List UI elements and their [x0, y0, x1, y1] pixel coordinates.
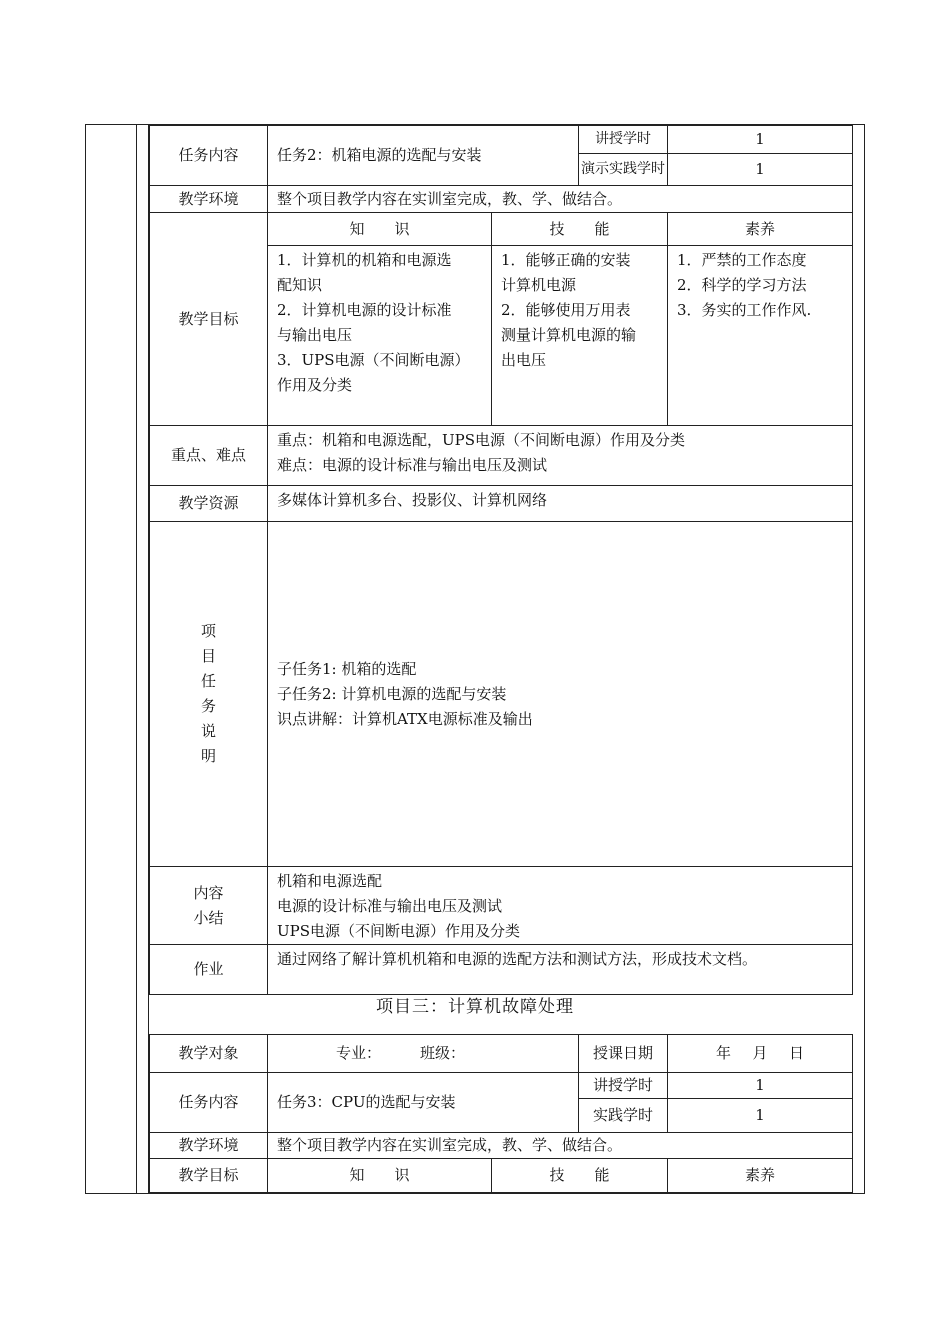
desc-label-char: 目	[200, 647, 216, 665]
quality-header: 素养	[668, 213, 853, 246]
practice-hours-label: 实践学时	[579, 1099, 668, 1133]
lecture-hours-label: 讲授学时	[579, 1073, 668, 1099]
lecture-hours-label: 讲授学时	[579, 126, 668, 154]
task-value: 任务3：CPU的选配与安装	[268, 1073, 579, 1133]
quality-cell	[668, 246, 853, 426]
skill-line: 出电压	[501, 351, 547, 369]
env-label: 教学环境	[150, 186, 268, 213]
lesson-table-2	[149, 1034, 853, 1193]
skill-line: 计算机电源	[501, 276, 577, 294]
knowledge-line: 3．UPS电源（不间断电源）	[277, 351, 470, 369]
homework-value: 通过网络了解计算机机箱和电源的选配方法和测试方法，形成技术文档。	[268, 945, 853, 995]
date-value: 年 月 日	[668, 1035, 853, 1073]
desc-label-char: 务	[200, 697, 216, 715]
quality-line: 1．严禁的工作态度	[677, 251, 807, 269]
knowledge-line: 1．计算机的机箱和电源选	[277, 251, 452, 269]
quality-header: 素养	[668, 1159, 853, 1193]
desc-line: 识点讲解：计算机ATX电源标准及输出	[277, 709, 533, 728]
task-description-label	[150, 522, 268, 867]
summary-line: 机箱和电源选配	[277, 872, 383, 890]
env-label: 教学环境	[150, 1133, 268, 1159]
frame-divider	[136, 124, 137, 1194]
knowledge-header: 知 识	[268, 213, 492, 246]
key-points-label: 重点、难点	[150, 426, 268, 486]
desc-label-char: 说	[200, 722, 216, 740]
desc-label-char: 明	[200, 747, 216, 765]
summary-label	[150, 867, 268, 945]
knowledge-cell	[268, 246, 492, 426]
key-point-line: 重点：机箱和电源选配，UPS电源（不间断电源）作用及分类	[277, 431, 686, 449]
lecture-hours-value: 1	[668, 126, 853, 154]
desc-line: 子任务1: 机箱的选配	[277, 659, 417, 678]
goal-label: 教学目标	[150, 1159, 268, 1193]
object-value	[268, 1035, 579, 1073]
summary-label-line: 小结	[193, 908, 224, 927]
knowledge-line: 与输出电压	[277, 326, 353, 344]
date-label: 授课日期	[579, 1035, 668, 1073]
section-title: 项目三：计算机故障处理	[376, 997, 574, 1017]
knowledge-line: 配知识	[277, 276, 323, 294]
env-value: 整个项目教学内容在实训室完成，教、学、做结合。	[268, 1133, 853, 1159]
knowledge-header: 知 识	[268, 1159, 492, 1193]
summary-line: UPS电源（不间断电源）作用及分类	[277, 922, 521, 940]
skill-header: 技 能	[492, 1159, 668, 1193]
summary-cell	[268, 867, 853, 945]
skill-header: 技 能	[492, 213, 668, 246]
skill-line: 2．能够使用万用表	[501, 301, 631, 319]
knowledge-line: 2．计算机电源的设计标准	[277, 301, 452, 319]
object-label: 教学对象	[150, 1035, 268, 1073]
class-label: 班级：	[420, 1044, 466, 1062]
lesson-table-1	[149, 125, 853, 995]
desc-line: 子任务2: 计算机电源的选配与安装	[277, 684, 507, 703]
summary-line: 电源的设计标准与输出电压及测试	[277, 897, 503, 915]
homework-label: 作业	[150, 945, 268, 995]
skill-cell	[492, 246, 668, 426]
practice-hours-value: 1	[668, 1099, 853, 1133]
skill-line: 1．能够正确的安装	[501, 251, 631, 269]
major-label: 专业：	[336, 1044, 382, 1062]
resource-label: 教学资源	[150, 486, 268, 522]
task-label: 任务内容	[150, 1073, 268, 1133]
resource-value: 多媒体计算机多台、投影仪、计算机网络	[268, 486, 853, 522]
quality-line: 2．科学的学习方法	[677, 276, 807, 294]
key-points-cell	[268, 426, 853, 486]
lecture-hours-value: 1	[668, 1073, 853, 1099]
desc-label-char: 任	[200, 672, 216, 690]
task-label: 任务内容	[150, 126, 268, 186]
env-value: 整个项目教学内容在实训室完成，教、学、做结合。	[268, 186, 853, 213]
task-value: 任务2：机箱电源的选配与安装	[268, 126, 579, 186]
desc-label-char: 项	[200, 622, 216, 640]
knowledge-line: 作用及分类	[277, 376, 353, 394]
summary-label-line: 内容	[193, 883, 224, 902]
quality-line: 3．务实的工作作风.	[677, 301, 812, 319]
practice-hours-value: 1	[668, 154, 853, 186]
practice-hours-label: 演示实践学时	[579, 154, 668, 186]
key-point-line: 难点：电源的设计标准与输出电压及测试	[277, 456, 548, 474]
skill-line: 测量计算机电源的输	[501, 326, 637, 344]
task-description-cell	[268, 522, 853, 867]
goal-label: 教学目标	[150, 213, 268, 426]
